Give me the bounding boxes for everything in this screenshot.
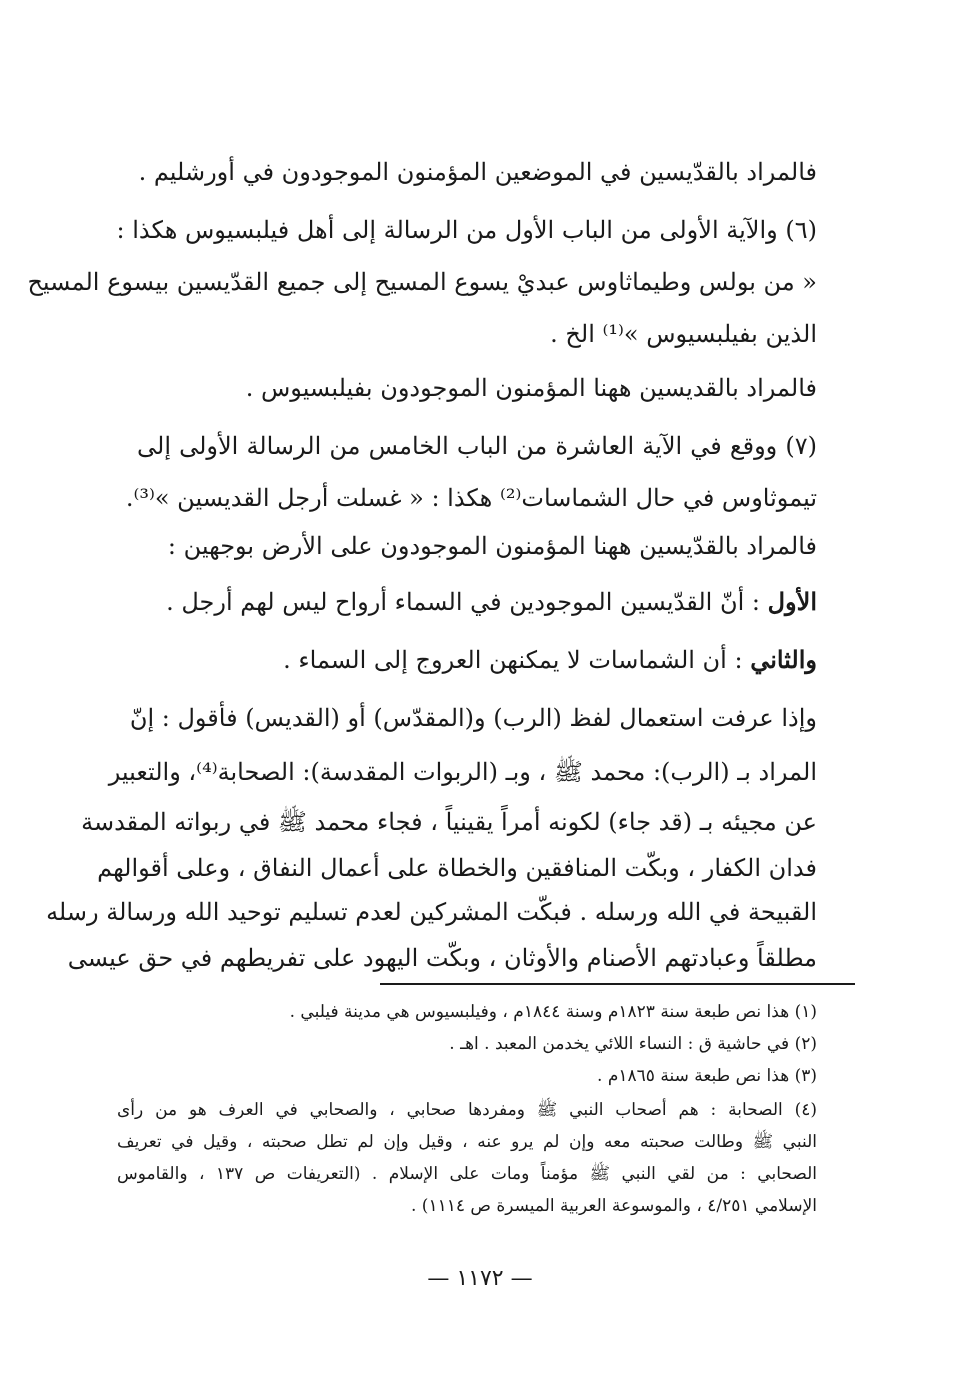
body-line: فالمراد بالقديسين ههنا المؤمنون الموجودون بفيلبسيوس . [245,374,817,402]
footnote: الإسلامي ٤/٢٥١ ، والموسوعة العربية الميسرة ص ١١١٤) . [411,1196,817,1216]
body-line: فالمراد بالقدّيسين ههنا المؤمنون الموجودون على الأرض بوجهين : [167,532,817,560]
body-line: الذين بفيلبسيوس »⁽¹⁾ الخ . [550,320,817,348]
body-line: (٧) ووقع في الآية العاشرة من الباب الخامس من الرسالة الأولى إلى [137,432,817,460]
footnote: النبي ﷺ وطالت صحبته معه وإن لم يرو عنه ، وقيل وإن لم تطل صحبته ، وقيل في تعريف [117,1132,817,1152]
footnote: (١) هذا نص طبعة سنة ١٨٢٣م وسنة ١٨٤٤م ، وفيلبسيوس هي مدينة فيلبي . [289,1002,817,1022]
body-line [137,586,817,618]
body-line: عن مجيئه بـ (قد جاء) لكونه أمراً يقينياً ، فجاء محمد ﷺ في ربواته المقدسة [81,808,817,836]
body-line: وإذا عرفت استعمال لفظ (الرب) و(المقدّس) أو (القديس) فأقول : إنّ [129,704,817,732]
body-line: فالمراد بالقدّيسين في الموضعين المؤمنون الموجودون في أورشليم . [138,158,817,186]
body-line: المراد بـ (الرب): محمد ﷺ ، وبـ (الربوات المقدسة): الصحابة⁽⁴⁾، والتعبير [108,758,817,786]
footnote: (٢) في حاشية ق : النساء اللائي يخدمن المعبد . اهـ . [449,1034,817,1054]
body-line: (٦) والآية الأولى من الباب الأول من الرسالة إلى أهل فيلبسيوس هكذا : [116,216,817,244]
body-line: فدان الكفار ، وبكّت المنافقين والخطاة على أعمال النفاق ، وعلى أقوالهم [97,854,817,882]
bold-term: والثاني [750,645,817,674]
bold-term: الأول [767,587,817,616]
footnote: الصحابي : من لقي النبي ﷺ مؤمناً ومات على الإسلام . (التعريفات ص ١٣٧ ، والقاموس [117,1164,817,1184]
line-text: : أنّ القدّيسين الموجودين في السماء أرواح ليس لهم أرجل . [166,588,768,616]
footnote: (٤) الصحابة : هم أصحاب النبي ﷺ ومفردها صحابي ، والصحابي في العرف هو من رأى [117,1100,817,1120]
footnote: (٣) هذا نص طبعة سنة ١٨٦٥م . [597,1066,817,1086]
body-line: تيموثاوس في حال الشماسات⁽²⁾ هكذا : « غسلت أرجل القديسين »⁽³⁾. [125,484,817,512]
body-line: مطلقاً وعبادتهم الأصنام والأوثان ، وبكّت اليهود على تفريطهم في حق عيسى [67,944,817,972]
page-number: — ١١٧٢ — [427,1266,533,1291]
body-line: القبيحة في الله ورسله . فبكّت المشركين لعدم تسليم توحيد الله ورسالة رسله [46,898,817,926]
footnote-separator [380,983,855,985]
line-text: : أن الشماسات لا يمكنهن العروج إلى السماء . [283,646,751,674]
body-line [137,644,817,676]
body-line: « من بولس وطيماثاوس عبديْ يسوع المسيح إلى جميع القدّيسين بيسوع المسيح [27,268,817,296]
